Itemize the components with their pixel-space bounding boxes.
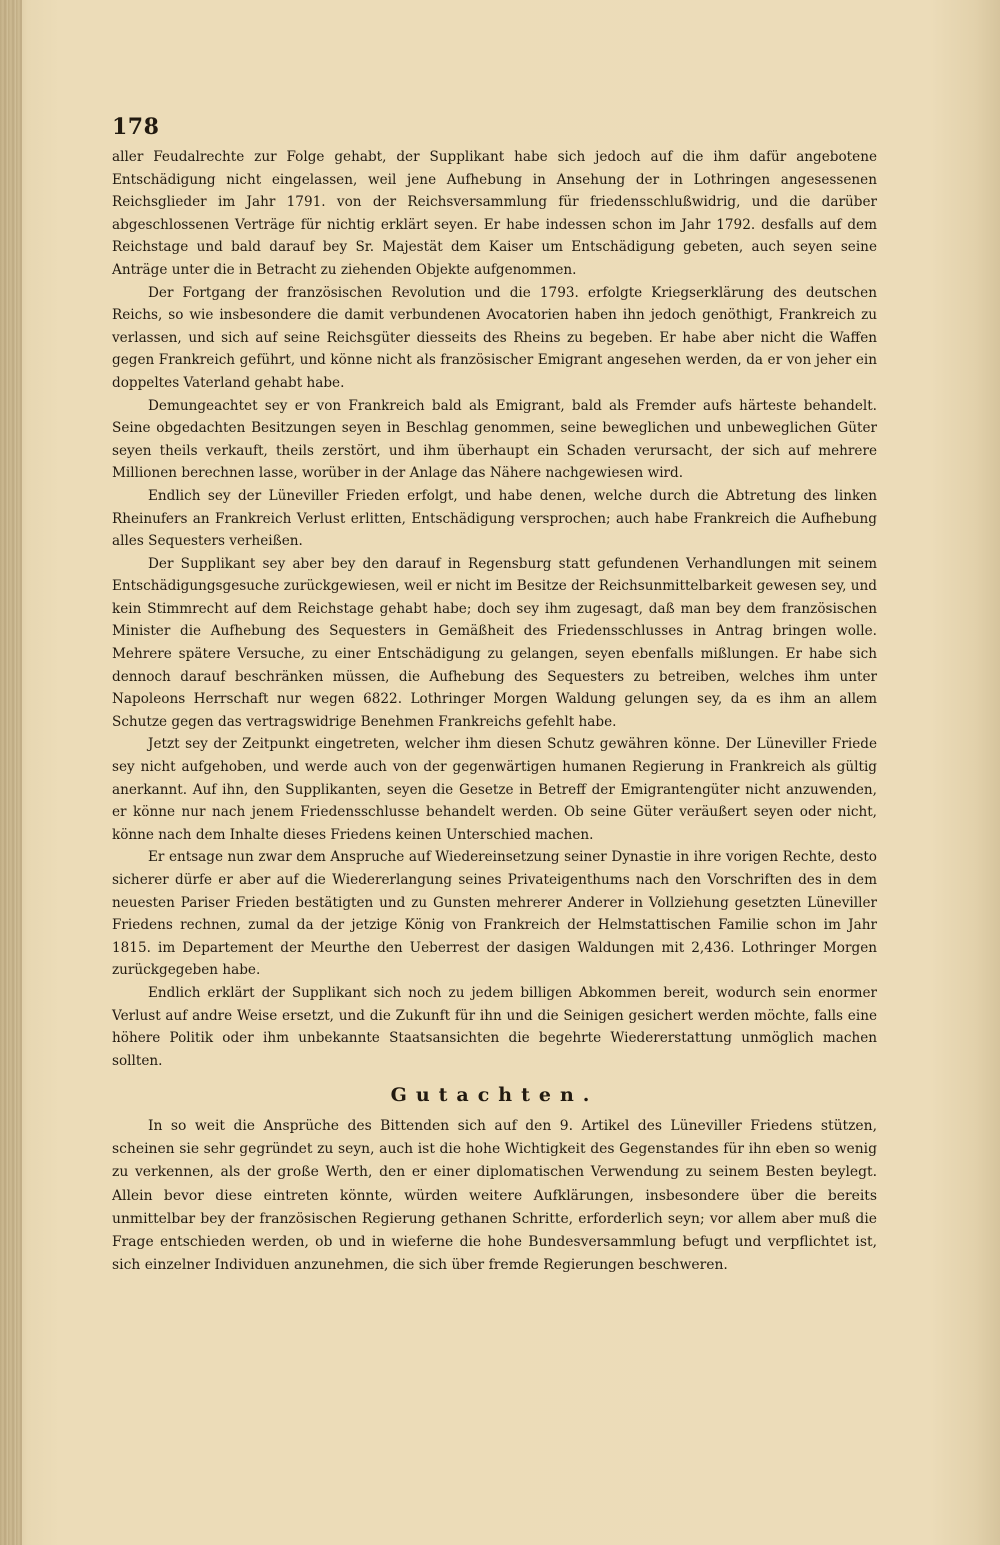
opinion-section — [112, 1115, 877, 1277]
book-spine-edge — [0, 0, 22, 1545]
page-number: 178 — [112, 114, 160, 140]
paragraph-6: Jetzt sey der Zeitpunkt eingetreten, welcher ihm diesen Schutz gewähren könne. Der Lüneviller Friede sey nicht aufgehoben, und werde auch von der gegenwärtigen humanen Regierung in Frankreich als gültig anerkannt. Auf ihn, den Supplikanten, seyen die Gesetze in Betreff der Emigrantengüter nicht anzuwenden, er könne nur nach jenem Friedensschlusse behandelt werden. Ob seine Güter veräußert seyen oder nicht, könne nach dem Inhalte dieses Friedens keinen Unterschied machen. — [112, 736, 877, 843]
paragraph-4: Endlich sey der Lüneviller Frieden erfolgt, und habe denen, welche durch die Abtretung des linken Rheinufers an Frankreich Verlust erlitten, Entschädigung versprochen; auch habe Frankreich die Aufhebung alles Sequesters verheißen. — [112, 487, 877, 550]
body-text — [112, 146, 877, 1277]
paragraph-2: Der Fortgang der französischen Revolution und die 1793. erfolgte Kriegserklärung des deutschen Reichs, so wie insbesondere die damit verbundenen Avocatorien haben ihn jedoch genöthigt, Frankreich zu verlassen, und sich auf seine Reichsgüter diesseits des Rheins zu begeben. Er habe aber nicht die Waffen gegen Frankreich geführt, und könne nicht als französischer Emigrant angesehen werden, da er von jeher ein doppeltes Vaterland gehabt habe. — [112, 284, 877, 391]
paragraph-8: Endlich erklärt der Supplikant sich noch zu jedem billigen Abkommen bereit, wodurch sein enormer Verlust auf andre Weise ersetzt, und die Zukunft für ihn und die Seinigen gesichert werden möchte, falls eine höhere Politik oder ihm unbekannte Staatsansichten die begehrte Wiedererstattung unmöglich machen sollten. — [112, 984, 877, 1069]
paragraph-7: Er entsage nun zwar dem Anspruche auf Wiedereinsetzung seiner Dynastie in ihre vorigen Rechte, desto sicherer dürfe er aber auf die Wiedererlangung seines Privateigenthums nach den Vorschriften des in dem neuesten Pariser Frieden bestätigten und zu Gunsten mehrerer Anderer in Vollziehung gesetzten Lüneviller Friedens rechnen, zumal da der jetzige König von Frankreich der Helmstattischen Familie schon im Jahr 1815. im Departement der Meurthe den Ueberrest der dasigen Waldungen mit 2,436. Lothringer Morgen zurückgegeben habe. — [112, 849, 877, 979]
opinion-paragraph: In so weit die Ansprüche des Bittenden sich auf den 9. Artikel des Lüneviller Friedens stützen, scheinen sie sehr gegründet zu seyn, auch ist die hohe Wichtigkeit des Gegenstandes für ihn eben so wenig zu verkennen, als der große Werth, den er einer diplomatischen Verwendung zu seinem Besten beylegt. Allein bevor diese eintreten könnte, würden weitere Aufklärungen, insbesondere über die bereits unmittelbar bey der französischen Regierung gethanen Schritte, erforderlich seyn; vor allem aber muß die Frage entschieden werden, ob und in wieferne die hohe Bundesversammlung befugt und verpflichtet ist, sich einzelner Individuen anzunehmen, die sich über fremde Regierungen beschweren. — [112, 1117, 877, 1274]
paragraph-3: Demungeachtet sey er von Frankreich bald als Emigrant, bald als Fremder aufs härteste behandelt. Seine obgedachten Besitzungen seyen in Beschlag genommen, seine beweglichen und unbeweglichen Güter seyen theils verkauft, theils zerstört, und ihm überhaupt ein Schaden verursacht, der sich auf mehrere Millionen berechnen lasse, worüber in der Anlage das Nähere nachgewiesen wird. — [112, 397, 877, 482]
section-heading: Gutachten. — [390, 1084, 599, 1107]
paragraph-1: aller Feudalrechte zur Folge gehabt, der Supplikant habe sich jedoch auf die ihm dafür angebotene Entschädigung nicht eingelassen, weil jene Aufhebung in Ansehung der in Lothringen angesessenen Reichsglieder im Jahr 1791. von der Reichsversammlung für friedensschlußwidrig, und die darüber abgeschlossenen Verträge für nichtig erklärt seyen. Er habe indessen schon im Jahr 1792. desfalls auf dem Reichstage und bald darauf bey Sr. Majestät dem Kaiser um Entschädigung gebeten, auch seyen seine Anträge unter die in Betracht zu ziehenden Objekte aufgenommen. — [112, 149, 877, 278]
paragraph-5: Der Supplikant sey aber bey den darauf in Regensburg statt gefundenen Verhandlungen mit seinem Entschädigungsgesuche zurückgewiesen, weil er nicht im Besitze der Reichsunmittelbarkeit gewesen sey, und kein Stimmrecht auf dem Reichstage gehabt habe; doch sey ihm zugesagt, daß man bey dem französischen Minister die Aufhebung des Sequesters in Gemäßheit des Friedensschlusses in Antrag bringen wolle. Mehrere spätere Versuche, zu einer Entschädigung zu gelangen, seyen ebenfalls mißlungen. Er habe sich dennoch darauf beschränken müssen, die Aufhebung des Sequesters zu betreiben, welches ihm unter Napoleons Herrschaft nur wegen 6822. Lothringer Morgen Waldung gelungen sey, da es ihm an allem Schutze gegen das vertragswidrige Benehmen Frankreichs gefehlt habe. — [112, 555, 877, 730]
